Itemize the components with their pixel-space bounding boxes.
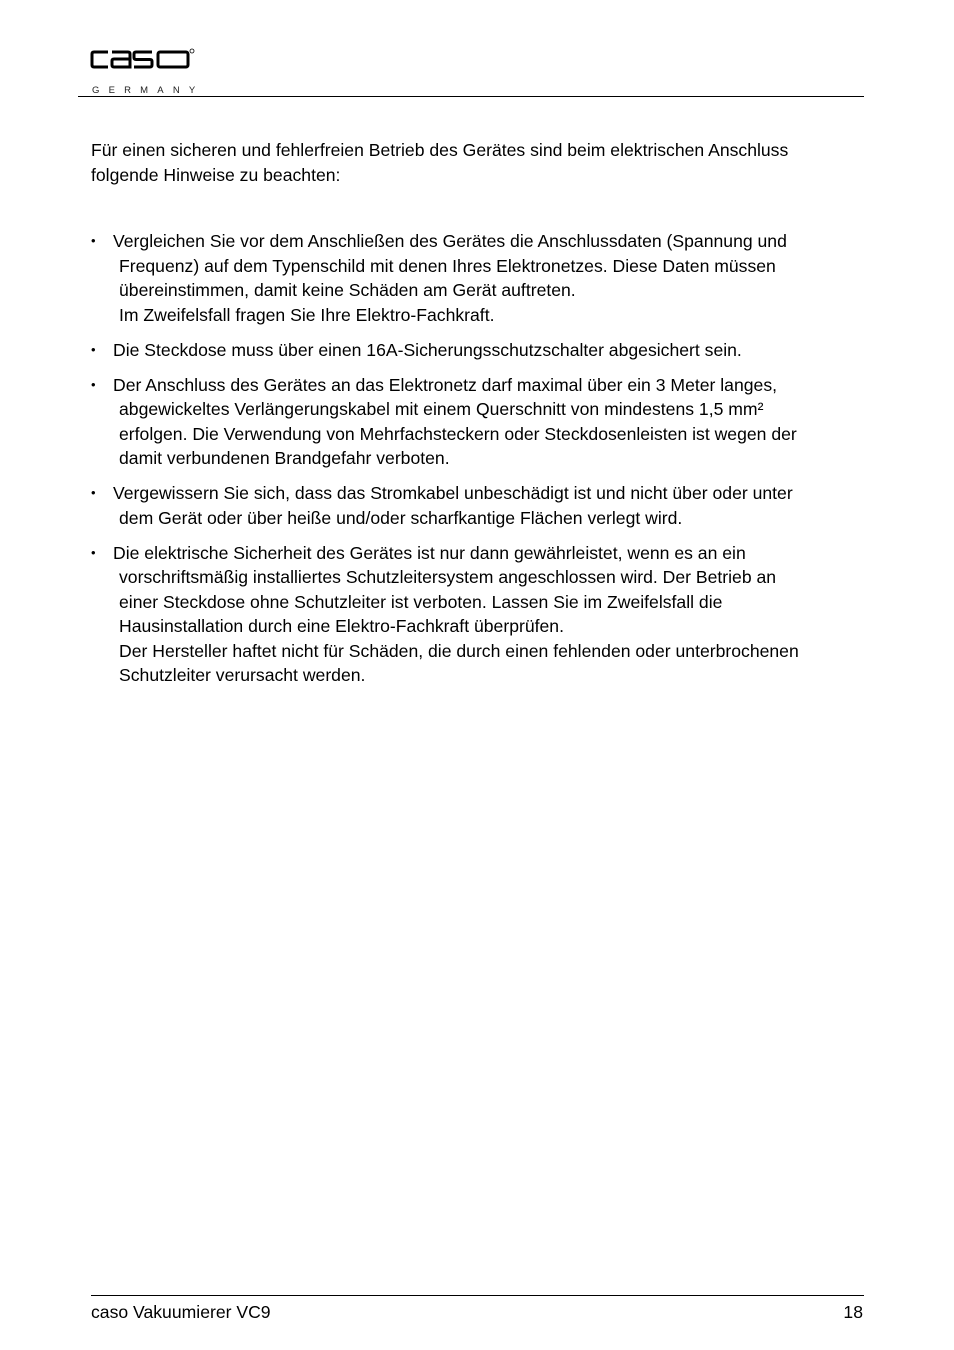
bullet-line: Vergleichen Sie vor dem Anschließen des Gerätes die Anschlussdaten (Spannung und <box>113 231 787 251</box>
bullet-line: vorschriftsmäßig installiertes Schutzleitersystem angeschlossen wird. Der Betrieb an <box>119 567 777 587</box>
bullet-line: Der Hersteller haftet nicht für Schäden, die durch einen fehlenden oder unterbrochenen <box>119 640 799 661</box>
bullet-line: abgewickeltes Verlängerungskabel mit einem Querschnitt von mindestens 1,5 mm² <box>119 399 764 419</box>
intro-line: folgende Hinweise zu beachten: <box>91 164 341 185</box>
bullet-line: Frequenz) auf dem Typenschild mit denen Ihres Elektronetzes. Diese Daten müssen <box>119 255 776 276</box>
bullet-line: Schutzleiter verursacht werden. <box>119 665 366 685</box>
bullet-icon: • <box>91 485 96 500</box>
bullet-icon: • <box>91 544 96 560</box>
bullet-line: Im Zweifelsfall fragen Sie Ihre Elektro-Fachkraft. <box>119 304 495 325</box>
footer-rule <box>91 1295 864 1296</box>
bullet-line: dem Gerät oder über heiße und/oder scharfkantige Flächen verlegt wird. <box>119 507 683 528</box>
bullet-icon: • <box>91 376 96 392</box>
bullet-line: erfolgen. Die Verwendung von Mehrfachsteckern oder Steckdosenleisten ist wegen der <box>119 423 797 444</box>
intro-paragraph <box>91 138 871 187</box>
logo-subtitle-text: GERMANY <box>92 85 205 96</box>
bullet-line: übereinstimmen, damit keine Schäden am Gerät auftreten. <box>119 280 576 300</box>
bullet-line: Der Anschluss des Gerätes an das Elektronetz darf maximal über ein 3 Meter langes, <box>113 374 778 395</box>
bullet-item <box>91 229 871 327</box>
bullet-icon: • <box>91 233 96 248</box>
bullet-item <box>91 481 871 530</box>
footer-page-number: 18 <box>843 1302 863 1322</box>
caso-logo <box>78 32 208 106</box>
safety-bullet-list <box>91 229 871 698</box>
header-rule <box>78 96 864 97</box>
intro-line: Für einen sicheren und fehlerfreien Betrieb des Gerätes sind beim elektrischen Anschluss <box>91 140 789 160</box>
bullet-line: einer Steckdose ohne Schutzleiter ist verboten. Lassen Sie im Zweifelsfall die <box>119 591 723 612</box>
bullet-item <box>91 373 871 471</box>
caso-logo-graphic <box>78 32 208 106</box>
footer-document-title: caso Vakuumierer VC9 <box>91 1302 271 1322</box>
bullet-line: damit verbundenen Brandgefahr verboten. <box>119 448 450 468</box>
bullet-line: Hausinstallation durch eine Elektro-Fachkraft überprüfen. <box>119 616 564 636</box>
bullet-item <box>91 338 871 363</box>
bullet-line: Die Steckdose muss über einen 16A-Sicherungsschutzschalter abgesichert sein. <box>113 339 742 360</box>
bullet-line: Vergewissern Sie sich, dass das Stromkabel unbeschädigt ist und nicht über oder unter <box>113 483 793 503</box>
bullet-item <box>91 541 871 688</box>
bullet-icon: • <box>91 341 96 357</box>
bullet-line: Die elektrische Sicherheit des Gerätes ist nur dann gewährleistet, wenn es an ein <box>113 542 746 563</box>
